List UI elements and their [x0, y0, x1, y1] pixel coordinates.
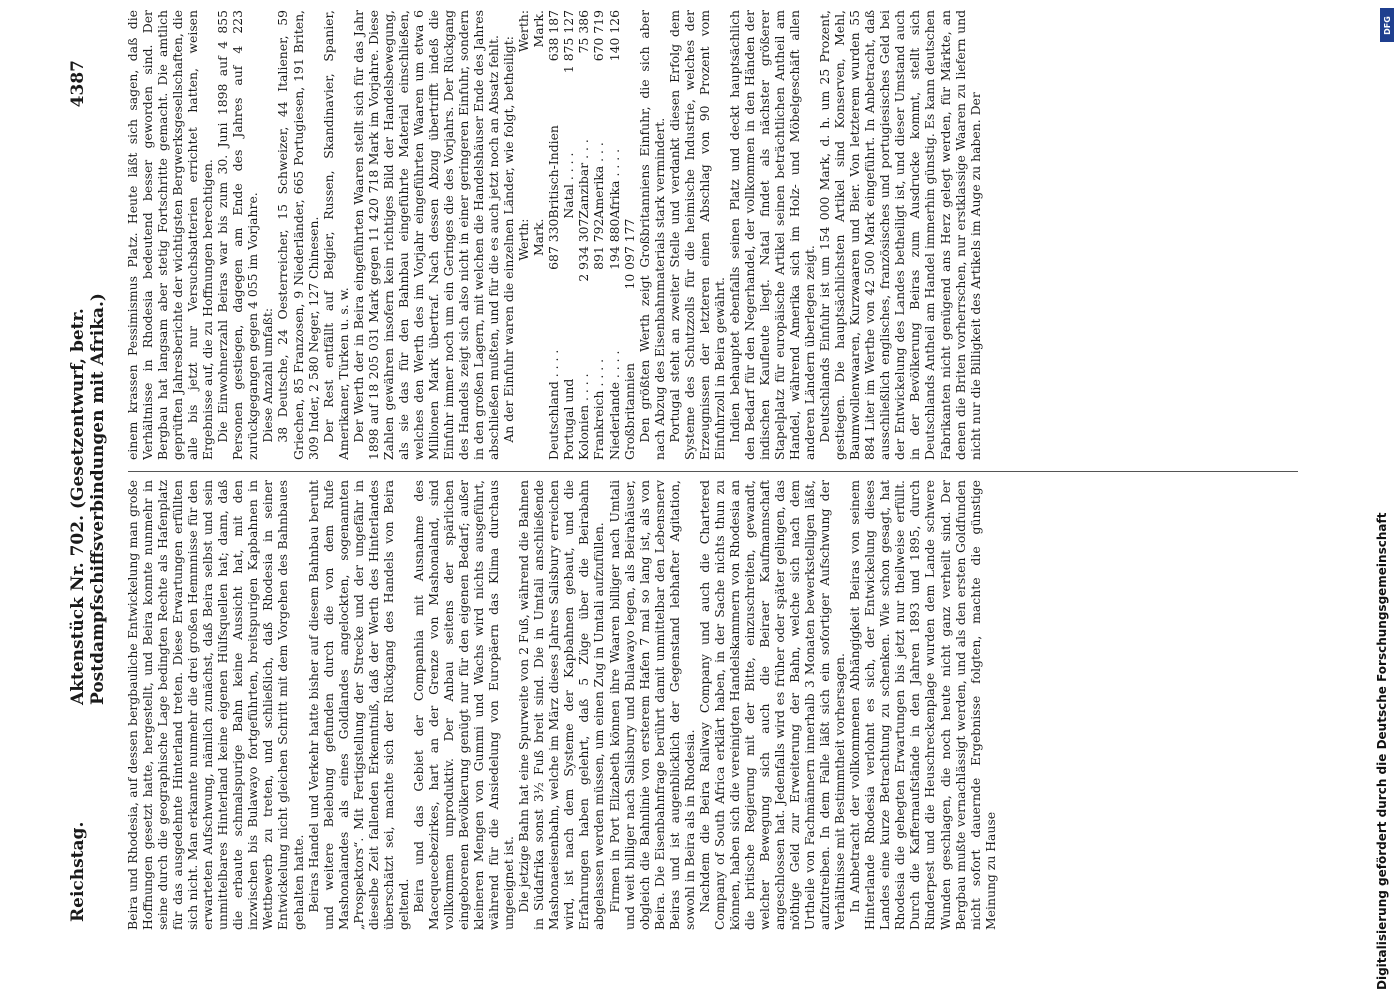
paragraph: Die jetzige Bahn hat eine Spurweite von 2 Fuß, während die Bahnen in Südafrika sonst 3½ Fuß breit sind. Die in Umtali anschließende Mashonaeisenbahn, welche im März dieses Jahres Salisbury erreichen wird, ist nach dem Systeme der Kapbahnen gebaut, und die Erfahrungen haben gelehrt, daß 5 Züge über die Beirabahn abgelassen werden müssen, um einen Zug in Umtali aufzufüllen. — [516, 480, 607, 930]
paragraph: Beira und Rhodesia, auf dessen bergbauliche Entwickelung man große Hoffnungen gesetzt hatte, hergestellt, und Beira konnte nunmehr in seine durch die geographische Lage bedingten Rechte als Hafenplatz für das ausgedehnte Hinterland treten. Diese Erwartungen erfüllten sich nicht. Man erkannte nunmehr die drei großen Hemmnisse für den erwarteten Aufschwung, nämlich zunächst, daß Beira selbst und sein unmittelbares Hinterland keine eigenen Hülfsquellen hat; dann, daß die erbaute schmalspurige Bahn keine Aussicht hat, mit den inzwischen bis Bulawayo fortgeführten, breitspurigen Kapbahnen in Wettbewerb zu treten, und schließlich, daß Rhodesia in seiner Entwickelung nicht gleichen Schritt mit dem Vorgehen des Bahnbaues gehalten hatte. — [125, 480, 306, 930]
table-header-cell: Mark. — [531, 10, 547, 48]
table-cell: 194 880 — [606, 218, 622, 270]
table-cell: 2 934 307 — [576, 218, 592, 282]
paragraph: Diese Anzahl umfaßt: — [260, 307, 276, 443]
table-cell: 10 097 177 — [621, 218, 637, 290]
paragraph: einem krassen Pessimismus Platz. Heute läßt sich sagen, daß die Verhältnisse in Rhodesia bedeutend besser geworden sind. Der Bergbau hat langsam aber stetig Fortschritte gemacht. Die amtlich geprüften Jahresberichte der wichtigsten Bergwerksgesellschaften, die alle bis jetzt nur Versuchsbatterien errichtet hatten, weisen Ergebnisse auf, die zu Hoffnungen berechtigen. — [125, 10, 216, 460]
paragraph: Firmen in Port Elizabeth können ihre Waaren billiger nach Umtali und weit billiger nach Salisbury und Bulawayo legen, als Beirahäuser, obgleich die Bahnlinie von ersterem Hafen 7 mal so lang ist, als von Beira. Die Eisenbahnfrage berührt damit unmittelbar den Lebensnerv Beiras und ist augenblicklich der Gegenstand lebhafter Agitation, sowohl in Beira als in Rhodesia. — [606, 480, 697, 930]
table-cell — [622, 10, 637, 94]
table-header-cell: Werth: — [516, 218, 532, 261]
table-cell: Britisch-Indien — [546, 125, 562, 219]
import-table — [516, 10, 636, 460]
table-cell: Portugal und — [561, 378, 577, 460]
table-cell — [561, 219, 576, 314]
table-row — [576, 10, 591, 460]
table-cell: 891 792 — [591, 218, 607, 270]
paragraph: Beira und das Gebiet der Companhia mit Ausnahme des Macequecebezirkes, hart an der Grenze von Mashonaland, sind vollkommen unproduktiv. Der Anbau seitens der spärlichen eingeborenen Bevölkerung genügt nur für den eigenen Bedarf; außer kleineren Mengen von Gummi und Wachs wird nichts ausgeführt, während für die Ansiedelung von Europäern das Klima durchaus ungeeignet ist. — [410, 480, 517, 930]
table-cell: Afrika . . . . — [606, 148, 622, 219]
page-header — [60, 60, 108, 940]
table-cell: 140 126 — [606, 10, 622, 62]
table-row — [546, 10, 561, 460]
table-cell — [622, 94, 637, 219]
table-row — [607, 10, 622, 460]
paragraph: Der Rest entfällt auf Belgier, Russen, Skandinavier, Spanier, Amerikaner, Türken u. s. w. — [320, 10, 351, 460]
table-header-cell: Werth: — [516, 10, 532, 53]
table-cell: 670 719 — [591, 10, 607, 62]
table-cell: Natal . . . . — [561, 152, 577, 219]
paragraph: Der Werth der in Beira eingeführten Waaren stellt sich für das Jahr 1898 auf 18 205 031 Mark gegen 11 420 718 Mark im Vorjahre. Diese Zahlen gewähren insofern kein richtiges Bild der Handelsbewegung, als sie das für den Bahnbau eingeführte Material einschließen, welches den Werth des im Vorjahr eingeführten Waaren um etwa 6 Millionen Mark übertraf. Nach dessen Abzug übertrifft indeß die Einfuhr immer noch um ein Geringes die des Vorjahrs. Der Rückgang des Handels zeigt sich also nicht in einer geringeren Einfuhr, sondern in den großen Lagern, mit welchen die Handelshäuser Ende des Jahres abschließen mußten, und für die es auch jetzt noch an Absatz fehlt. — [350, 10, 502, 460]
paragraph: In Anbetracht der vollkommenen Abhängigkeit Beiras von seinem Hinterlande Rhodesia verlohnt es sich, der Entwickelung dieses Landes eine kurze Betrachtung zu schenken. Wie schon gesagt, hat Rhodesia die gehegten Erwartungen bis jetzt nur theilweise erfüllt. Durch die Kaffernaufstände in den Jahren 1893 und 1895, durch Rinderpest und die Heuschreckenplage wurden dem Lande schwere Wunden geschlagen, die noch heute nicht ganz verheilt sind. Der Bergbau mußte vernachlässigt werden, und als den ersten Goldfunden nicht sofort dauernde Ergebnisse folgten, machte die günstige Meinung zu Hause — [847, 480, 998, 930]
paragraph: Den größten Werth zeigt Großbritanniens Einfuhr, die sich aber nach Abzug des Eisenbahnmaterials stark vermindert. — [636, 10, 667, 460]
left-column — [125, 480, 1305, 930]
table-row — [622, 10, 637, 460]
paragraph: 38 Deutsche, 24 Oesterreicher, 15 Schweizer, 44 Italiener, 59 Griechen, 85 Franzosen, 9 Niederländer, 665 Portugiesen, 191 Briten, 309 Inder, 2 580 Neger, 127 Chinesen. — [275, 10, 321, 460]
table-header-row — [516, 10, 531, 460]
header-title: Aktenstück Nr. 702. (Gesetzentwurf, betr. Postdampfschiffsverbindungen mit Afrika.) — [68, 293, 108, 705]
page-number: 4387 — [68, 60, 88, 108]
dfg-logo-icon — [1380, 8, 1394, 42]
table-cell: 1 875 127 — [561, 10, 577, 74]
right-column — [125, 10, 1305, 460]
table-row — [591, 10, 606, 460]
paragraph: Indien behauptet ebenfalls seinen Platz und deckt hauptsächlich den Bedarf für den Negerhandel, der vollkommen in den Händen der indischen Kaufleute liegt. Natal findet als nächster größerer Stapelplatz für europäische Artikel seinen beträchtlichen Antheil am Handel, während Amerika sich im Holz- und Möbelgeschäft allen anderen Ländern überlegen zeigt. — [726, 10, 818, 460]
paragraph: An der Einfuhr waren die einzelnen Länder, wie folgt, betheiligt: — [501, 36, 517, 443]
paragraph: Portugal steht an zweiter Stelle und verdankt diesen Erfolg dem Systeme des Schutzzolls für die heimische Industrie, welches der Erzeugnissen der letzteren einen Abschlag von 90 Prozent vom Einfuhrzoll in Beira gewährt. — [666, 10, 727, 460]
table-header-cell: Mark. — [531, 218, 547, 257]
credit-text: Digitalisierung gefördert durch die Deutsche Forschungsgemeinschaft — [1375, 512, 1389, 990]
table-header-row — [531, 10, 546, 460]
table-cell: 75 386 — [576, 10, 592, 54]
table-cell: 687 330 — [546, 218, 562, 270]
paragraph: Deutschlands Einfuhr ist um 154 000 Mark, d. h. um 25 Prozent, gestiegen. Die hauptsächlichsten Artikel sind Konserven, Mehl, Baumwollenwaaren, Kurzwaaren und Bier. Von letzterem wurden 55 884 Liter im Werthe von 42 500 Mark eingeführt. In Anbetracht, daß ausschließlich englisches, französisches und portugiesisches Geld bei der Entwickelung des Landes betheiligt ist, und dieser Umstand auch in der Bevölkerung Beiras zum Ausdrucke kommt, stellt sich Deutschlands Antheil am Handel immerhin günstig. Es kann deutschen Fabrikanten nicht genügend ans Herz gelegt werden, für Märkte, an denen die Briten vorherrschen, nur erstklassige Waaren zu liefern und nicht nur die Billigkeit des Artikels im Auge zu haben. Der — [817, 10, 983, 460]
table-row — [561, 10, 576, 460]
paragraph: Beiras Handel und Verkehr hatte bisher auf diesem Bahnbau beruht und weitere Belebung gefunden durch die von dem Rufe Mashonalandes als eines Goldlandes angelockten, sogenannten „Prospektors“. Mit Fertigstellung der Strecke und der ungefähr in dieselbe Zeit fallenden Erkenntniß, daß der Werth des Hinterlandes überschätzt sei, machte sich der Rückgang des Handels von Beira geltend. — [305, 480, 411, 930]
dfg-logo-text: DFG — [1382, 15, 1392, 35]
table-cell: Frankreich . . . . — [591, 358, 607, 460]
paragraph: Nachdem die Beira Railway Company und auch die Chartered Company of South Africa erklärt haben, in der Sache nichts thun zu können, haben sich die vereinigten Handelskammern von Rhodesia an die britische Regierung mit der Bitte, einzuschreiten, gewandt, welcher Bewegung sich auch die Beiraer Kaufmannschaft angeschlossen hat. Jedenfalls wird es früher oder später gelingen, das nöthige Geld zur Erweiterung der Bahn, welche sich nach dem Urtheile von Fachmännern innerhalb 3 Monaten bewerkstelligen läßt, aufzutreiben. In dem Falle läßt sich ein sofortiger Aufschwung der Verhältnisse mit Bestimmtheit vorhersagen. — [696, 480, 848, 930]
table-cell: Zanzibar . . . — [576, 139, 592, 219]
digitization-credit — [1357, 110, 1397, 990]
table-cell: 638 187 — [546, 10, 562, 62]
header-left: Reichstag. — [68, 821, 88, 922]
table-cell: Großbritannien — [621, 363, 637, 460]
paragraph: Die Einwohnerzahl Beiras war bis zum 30. Juni 1898 auf 4 855 Personen gestiegen, dagegen am Ende des Jahres auf 4 223 zurückgegangen gegen 4 055 im Vorjahre. — [215, 10, 261, 460]
table-cell: Deutschland . . . . — [546, 349, 562, 460]
column-divider — [128, 471, 1298, 472]
table-cell: Amerika . . . — [591, 142, 607, 219]
table-cell: Kolonien . . . . — [576, 373, 592, 460]
table-cell: Niederlande . . . . — [606, 350, 622, 460]
